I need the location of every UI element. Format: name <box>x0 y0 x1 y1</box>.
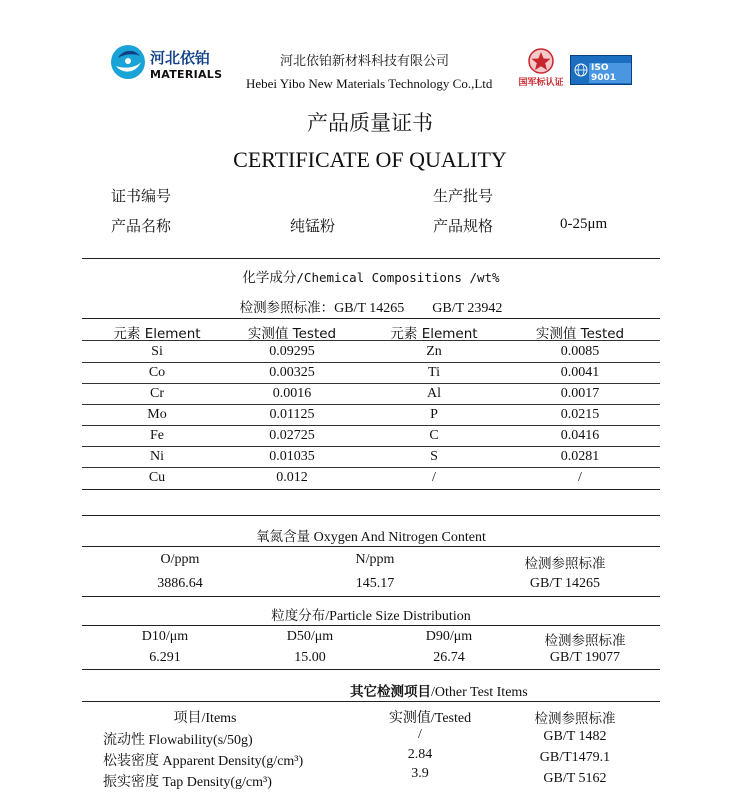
product-name-value: 纯锰粉 <box>290 217 336 235</box>
element-cell: Cr <box>150 386 164 401</box>
element-cell: Fe <box>150 428 164 443</box>
item-cell: 振实密度 Tap Density(g/cm³) <box>103 775 272 790</box>
standard-cell: GB/T 1482 <box>543 729 607 744</box>
tested-cell: 0.00325 <box>269 365 315 380</box>
company-name-english: Hebei Yibo New Materials Technology Co.,Ltd <box>246 76 493 91</box>
row-divider <box>82 340 660 341</box>
logo-english-name: MATERIALS <box>150 68 223 81</box>
row-divider <box>82 467 660 468</box>
element-cell: Mo <box>147 407 167 422</box>
oxygen-section-title <box>82 525 660 546</box>
company-logo-icon <box>110 44 146 80</box>
chemical-title-cn: 化学成分 <box>242 270 297 286</box>
particle-title-cn: 粒度分布 <box>271 608 326 624</box>
other-section-title <box>350 680 528 701</box>
chemical-header-element: 元素 Element <box>113 326 201 342</box>
badge-label: 国军标认证 <box>518 78 564 88</box>
cert-number-label: 证书编号 <box>111 187 172 205</box>
particle-section-title <box>82 604 660 625</box>
oxygen-value-o: 3886.64 <box>157 576 203 591</box>
particle-value-standard: GB/T 19077 <box>549 650 621 665</box>
product-spec-value: 0-25μm <box>560 216 608 232</box>
chemical-section-title <box>82 266 660 287</box>
divider-line <box>82 258 660 259</box>
particle-header-d90: D90/μm <box>425 629 473 644</box>
element-cell: Ni <box>150 449 164 464</box>
row-divider <box>82 446 660 447</box>
divider-line <box>82 596 660 597</box>
chemical-header-element: 元素 Element <box>390 326 478 342</box>
particle-title-en: /Particle Size Distribution <box>325 609 471 624</box>
element-cell: S <box>430 449 438 464</box>
tested-cell: 0.0281 <box>560 449 600 464</box>
chemical-header-tested: 实测值 Tested <box>535 326 625 342</box>
element-cell: Al <box>427 386 441 401</box>
iso-label: ISO 9001 <box>589 63 631 83</box>
tested-cell: 2.84 <box>407 747 433 762</box>
military-certification-badge <box>516 48 566 88</box>
element-cell: / <box>432 470 436 485</box>
tested-cell: 0.01125 <box>269 407 315 422</box>
row-divider <box>82 425 660 426</box>
logo-chinese-name: 河北依铂 <box>150 49 211 67</box>
element-cell: C <box>429 428 439 443</box>
tested-cell: 0.0215 <box>560 407 600 422</box>
divider-line <box>82 318 660 319</box>
tested-cell: 0.0416 <box>560 428 600 443</box>
chemical-header-tested: 实测值 Tested <box>247 326 337 342</box>
tested-cell: 0.02725 <box>269 428 315 443</box>
other-title-cn: 其它检测项目 <box>350 684 431 700</box>
iso-9001-badge <box>570 55 632 85</box>
oxygen-header-n: N/ppm <box>355 552 395 567</box>
element-cell: Ti <box>428 365 440 380</box>
standard-cell: GB/T1479.1 <box>539 750 611 765</box>
tested-cell: 0.0016 <box>272 386 312 401</box>
other-header-standard: 检测参照标准 <box>534 711 616 727</box>
product-name-label: 产品名称 <box>111 217 172 235</box>
chemical-standard-2: GB/T 23942 <box>432 301 503 316</box>
oxygen-title-cn: 氧氮含量 <box>256 529 311 545</box>
tested-cell: / <box>418 727 422 742</box>
element-cell: Zn <box>426 344 442 359</box>
item-cell: 松装密度 Apparent Density(g/cm³) <box>103 754 304 769</box>
chemical-title-en: /Chemical Compositions /wt% <box>296 270 500 285</box>
particle-value-d10: 6.291 <box>149 650 181 665</box>
product-spec-label: 产品规格 <box>433 217 494 235</box>
element-cell: P <box>430 407 438 422</box>
other-title-en: /Other Test Items <box>431 685 528 700</box>
divider-line <box>82 515 660 516</box>
tested-cell: 0.0085 <box>560 344 600 359</box>
red-star-seal-icon <box>516 48 566 74</box>
certificate-title-english: CERTIFICATE OF QUALITY <box>233 147 507 172</box>
tested-cell: 0.01035 <box>269 449 315 464</box>
tested-cell: 0.0041 <box>560 365 600 380</box>
particle-header-standard: 检测参照标准 <box>544 633 626 649</box>
divider-line <box>82 669 660 670</box>
row-divider <box>82 362 660 363</box>
divider-line <box>82 546 660 547</box>
iso-globe-icon <box>574 63 588 77</box>
batch-number-label: 生产批号 <box>433 187 494 205</box>
oxygen-value-standard: GB/T 14265 <box>529 576 601 591</box>
certificate-title-chinese: 产品质量证书 <box>307 111 433 135</box>
divider-line <box>82 701 660 702</box>
chemical-standard-label: 检测参照标准： <box>239 300 335 316</box>
tested-cell: / <box>578 470 582 485</box>
other-header-tested: 实测值/Tested <box>388 711 472 726</box>
tested-cell: 0.012 <box>276 470 308 485</box>
standard-cell: GB/T 5162 <box>543 771 607 786</box>
row-divider <box>82 383 660 384</box>
element-cell: Cu <box>148 470 166 485</box>
oxygen-header-standard: 检测参照标准 <box>524 556 606 572</box>
tested-cell: 3.9 <box>411 766 429 781</box>
chemical-standard-1: GB/T 14265 <box>334 301 405 316</box>
other-header-items: 项目/Items <box>173 711 237 726</box>
particle-value-d50: 15.00 <box>294 650 326 665</box>
particle-value-d90: 26.74 <box>433 650 465 665</box>
oxygen-value-n: 145.17 <box>355 576 395 591</box>
tested-cell: 0.0017 <box>560 386 600 401</box>
particle-header-d50: D50/μm <box>286 629 334 644</box>
chemical-standard <box>82 296 660 317</box>
tested-cell: 0.09295 <box>269 344 315 359</box>
row-divider <box>82 404 660 405</box>
divider-line <box>82 489 660 490</box>
element-cell: Si <box>151 344 163 359</box>
divider-line <box>82 625 660 626</box>
particle-header-d10: D10/μm <box>141 629 189 644</box>
oxygen-header-o: O/ppm <box>160 552 200 567</box>
item-cell: 流动性 Flowability(s/50g) <box>103 733 253 748</box>
oxygen-title-en: Oxygen And Nitrogen Content <box>310 530 486 545</box>
element-cell: Co <box>148 365 166 380</box>
company-name-chinese: 河北依铂新材料科技有限公司 <box>280 53 450 68</box>
